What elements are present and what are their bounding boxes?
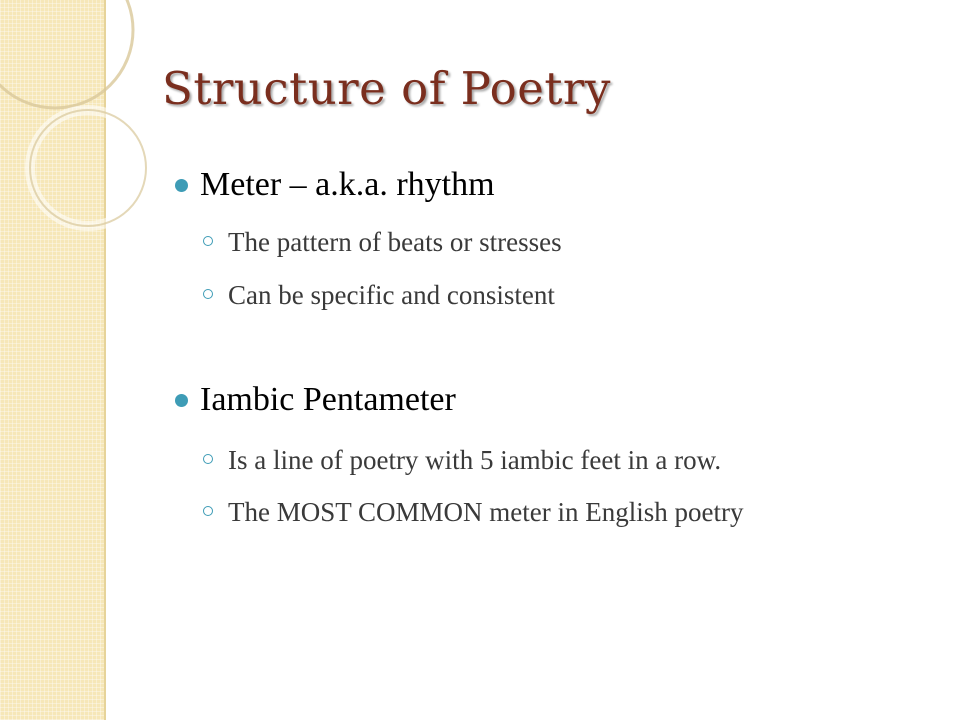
subitem-common-text: The MOST COMMON meter in English poetry (228, 497, 744, 527)
decorative-circle-small-outline (30, 110, 146, 226)
slide-title: Structure of Poetry (162, 62, 611, 115)
bullet-iambic-text: Iambic Pentameter (200, 381, 456, 418)
subbullet-ring (203, 454, 213, 464)
subbullet-ring (203, 236, 213, 246)
bullet-dot (175, 394, 188, 407)
decorative-circle-large (0, 0, 133, 108)
subitem-line-text: Is a line of poetry with 5 iambic feet in a row. (228, 445, 722, 475)
decorative-circles (0, 0, 240, 260)
subbullet-ring (203, 506, 213, 516)
subitem-pattern-text: The pattern of beats or stresses (228, 227, 562, 257)
subbullet-ring (203, 289, 213, 299)
bullet-dot (175, 179, 188, 192)
subitem-specific-text: Can be specific and consistent (228, 280, 555, 310)
bullet-meter-text: Meter – a.k.a. rhythm (200, 166, 495, 203)
